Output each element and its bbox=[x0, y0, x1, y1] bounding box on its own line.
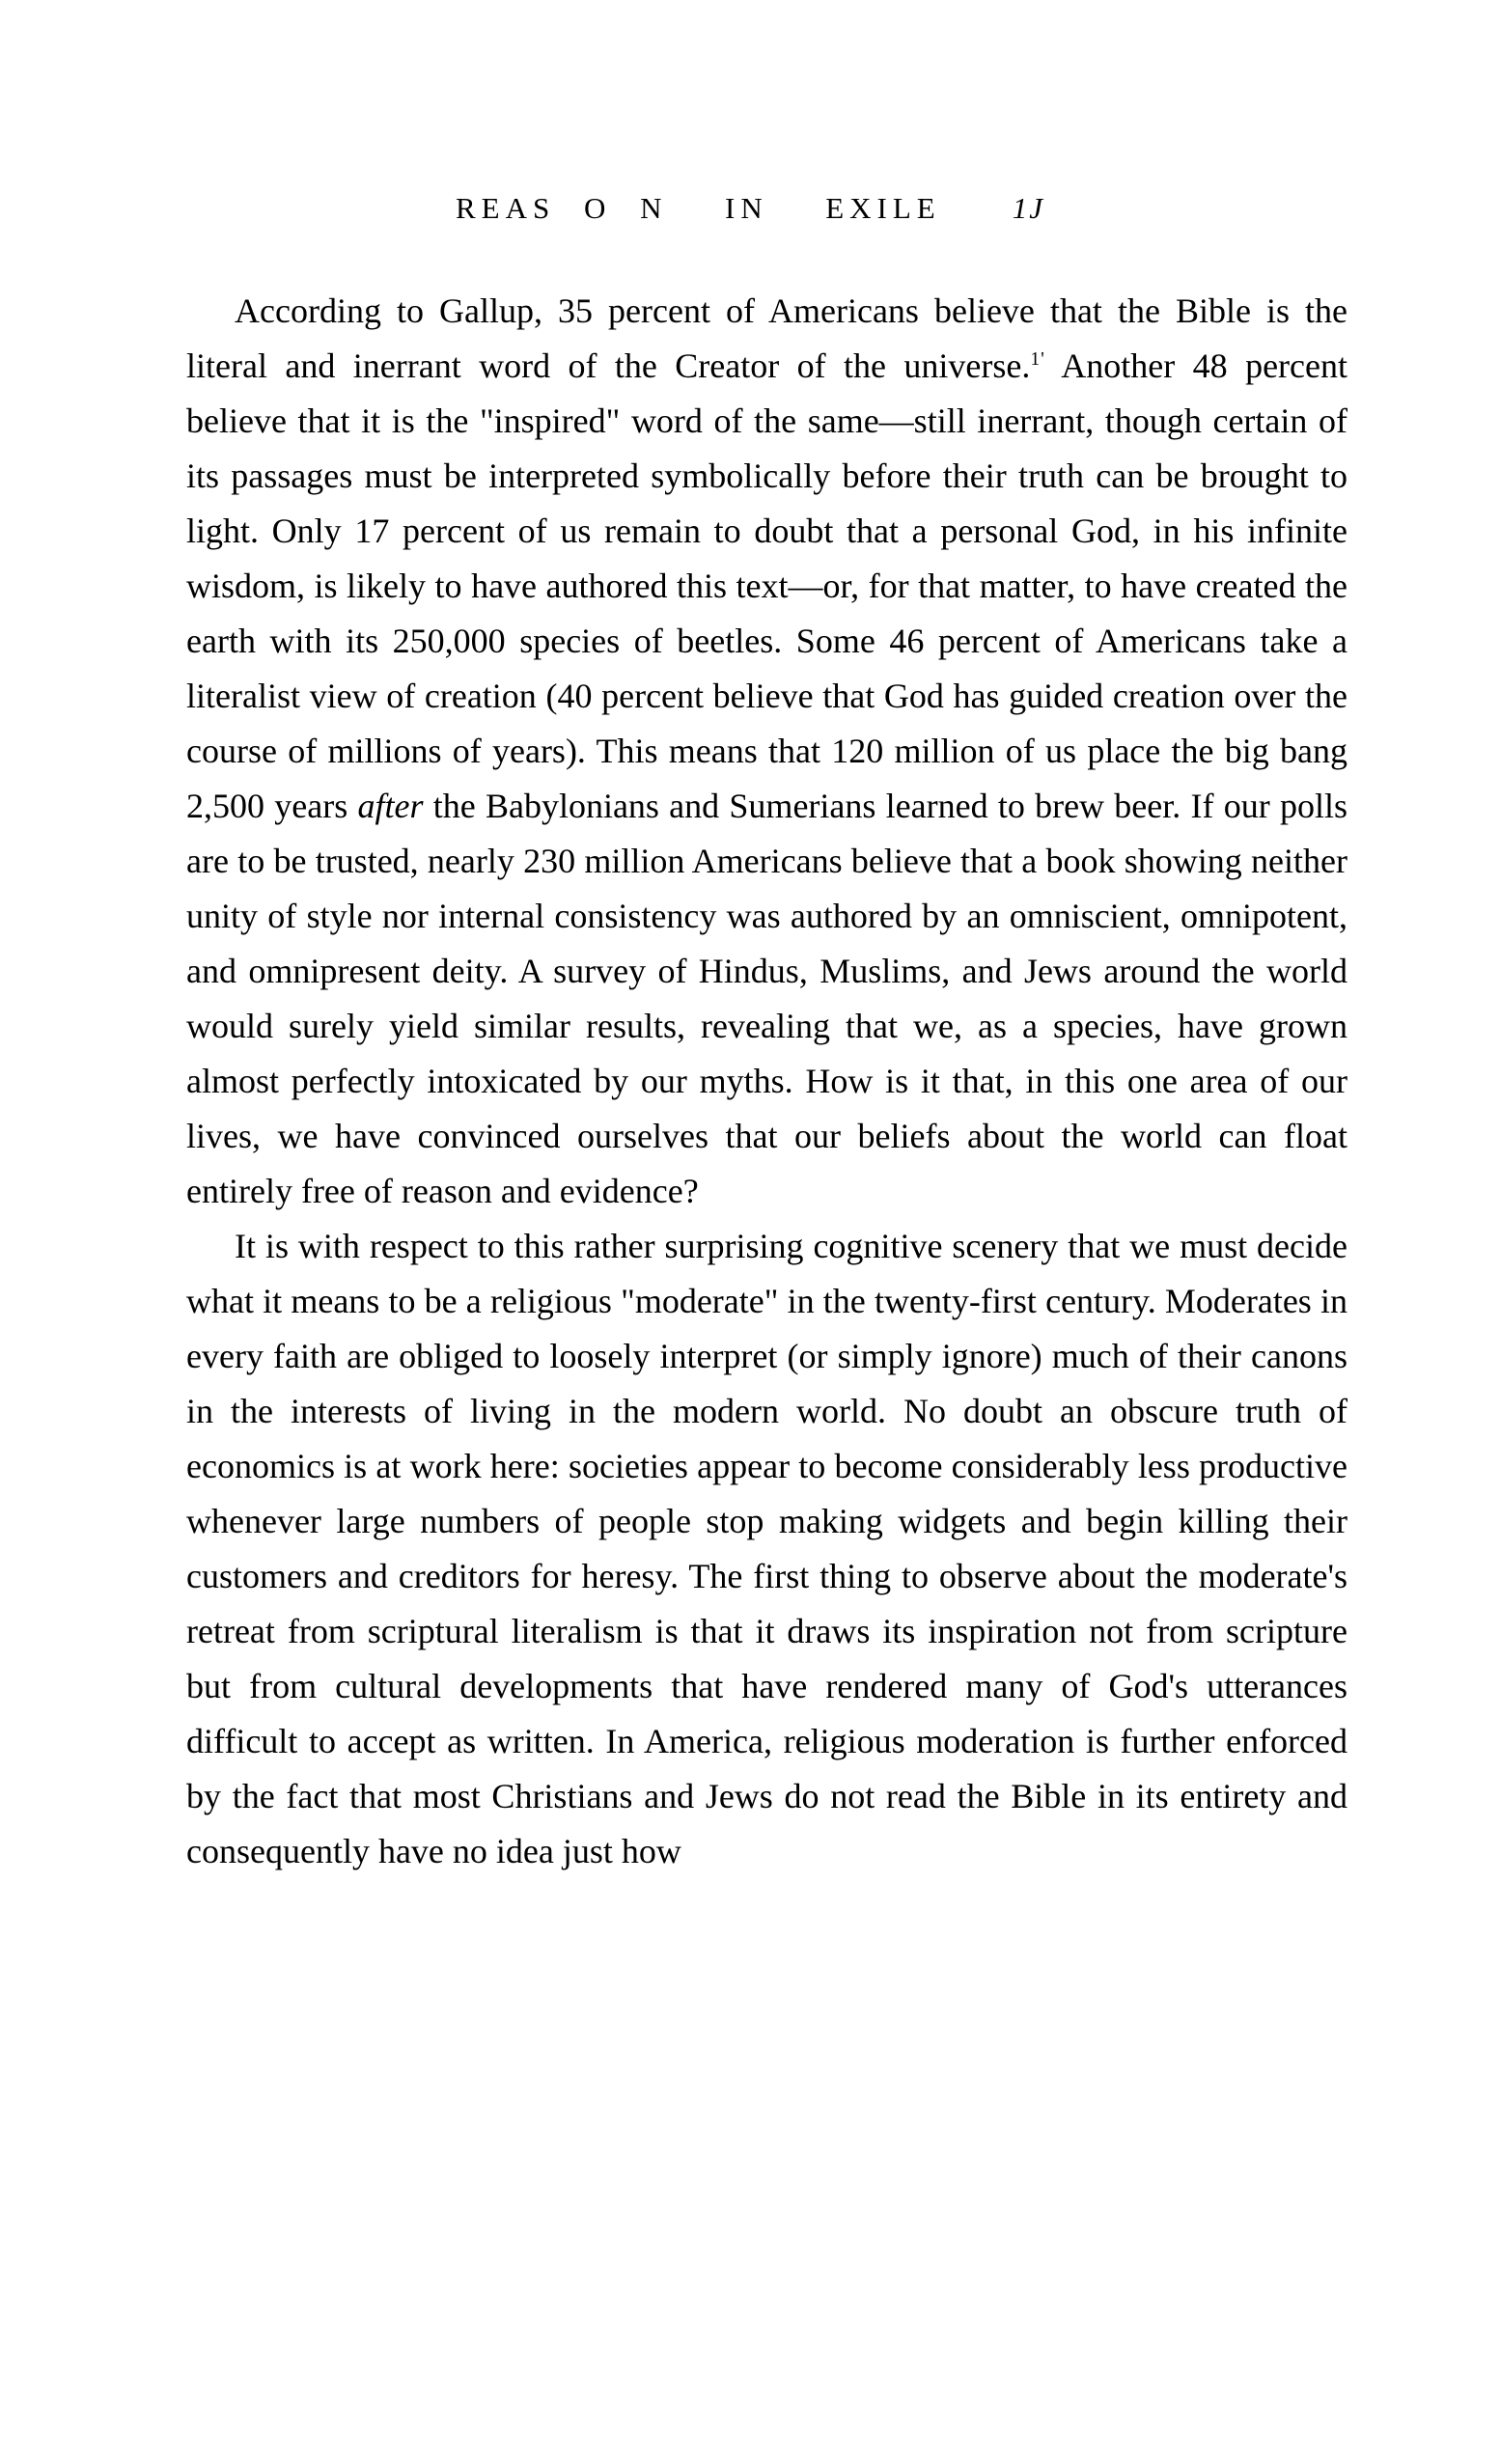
footnote-marker: 1' bbox=[1030, 348, 1045, 370]
page-number: 1J bbox=[1012, 191, 1044, 225]
paragraph-1 bbox=[186, 284, 1347, 1219]
running-header bbox=[0, 191, 1500, 226]
body-text bbox=[186, 284, 1347, 1879]
paragraph-1-text-start: According to Gallup, 35 percent of Americans believe that the Bible is the literal and inerrant word of the Creator of the universe. bbox=[186, 291, 1347, 385]
paragraph-1-text-end: the Babylonians and Sumerians learned to brew beer. If our polls are to be trusted, nearly 230 million Americans believe that a book showing neither unity of style nor internal consistency was authored by an omniscient, omnipotent, and omnipresent deity. A survey of Hindus, Muslims, and Jews around the world would surely yield similar results, revealing that we, as a species, have grown almost perfectly intoxicated by our myths. How is it that, in this one area of our lives, we have convinced ourselves that our beliefs about the world can float entirely free of reason and evidence? bbox=[186, 787, 1347, 1210]
paragraph-1-text-middle: Another 48 percent believe that it is the "inspired" word of the same—still inerrant, though certain of its passages must be interpreted symbolically before their truth can be brought to light. Only 17 percent of us remain to doubt that a personal God, in his infinite wisdom, is likely to have authored this text—or, for that matter, to have created the earth with its 250,000 species of beetles. Some 46 percent of Americans take a literalist view of creation (40 percent believe that God has guided creation over the course of millions of years). This means that 120 million of us place the big bang 2,500 years bbox=[186, 346, 1347, 825]
paragraph-2-text: It is with respect to this rather surprising cognitive scenery that we must decide what it means to be a religious "moderate" in the twenty-first century. Moderates in every faith are obliged to loosely interpret (or simply ignore) much of their canons in the interests of living in the modern world. No doubt an obscure truth of economics is at work here: societies appear to become considerably less productive whenever large numbers of people stop making widgets and begin killing their customers and creditors for heresy. The first thing to observe about the moderate's retreat from scriptural literalism is that it draws its inspiration not from scripture but from cultural developments that have rendered many of God's utterances difficult to accept as written. In America, religious moderation is further enforced by the fact that most Christians and Jews do not read the Bible in its entirety and consequently have no idea just how bbox=[186, 1227, 1347, 1870]
chapter-title: REAS O N IN EXILE bbox=[455, 191, 941, 225]
italic-word-after: after bbox=[357, 787, 424, 825]
paragraph-2 bbox=[186, 1219, 1347, 1879]
